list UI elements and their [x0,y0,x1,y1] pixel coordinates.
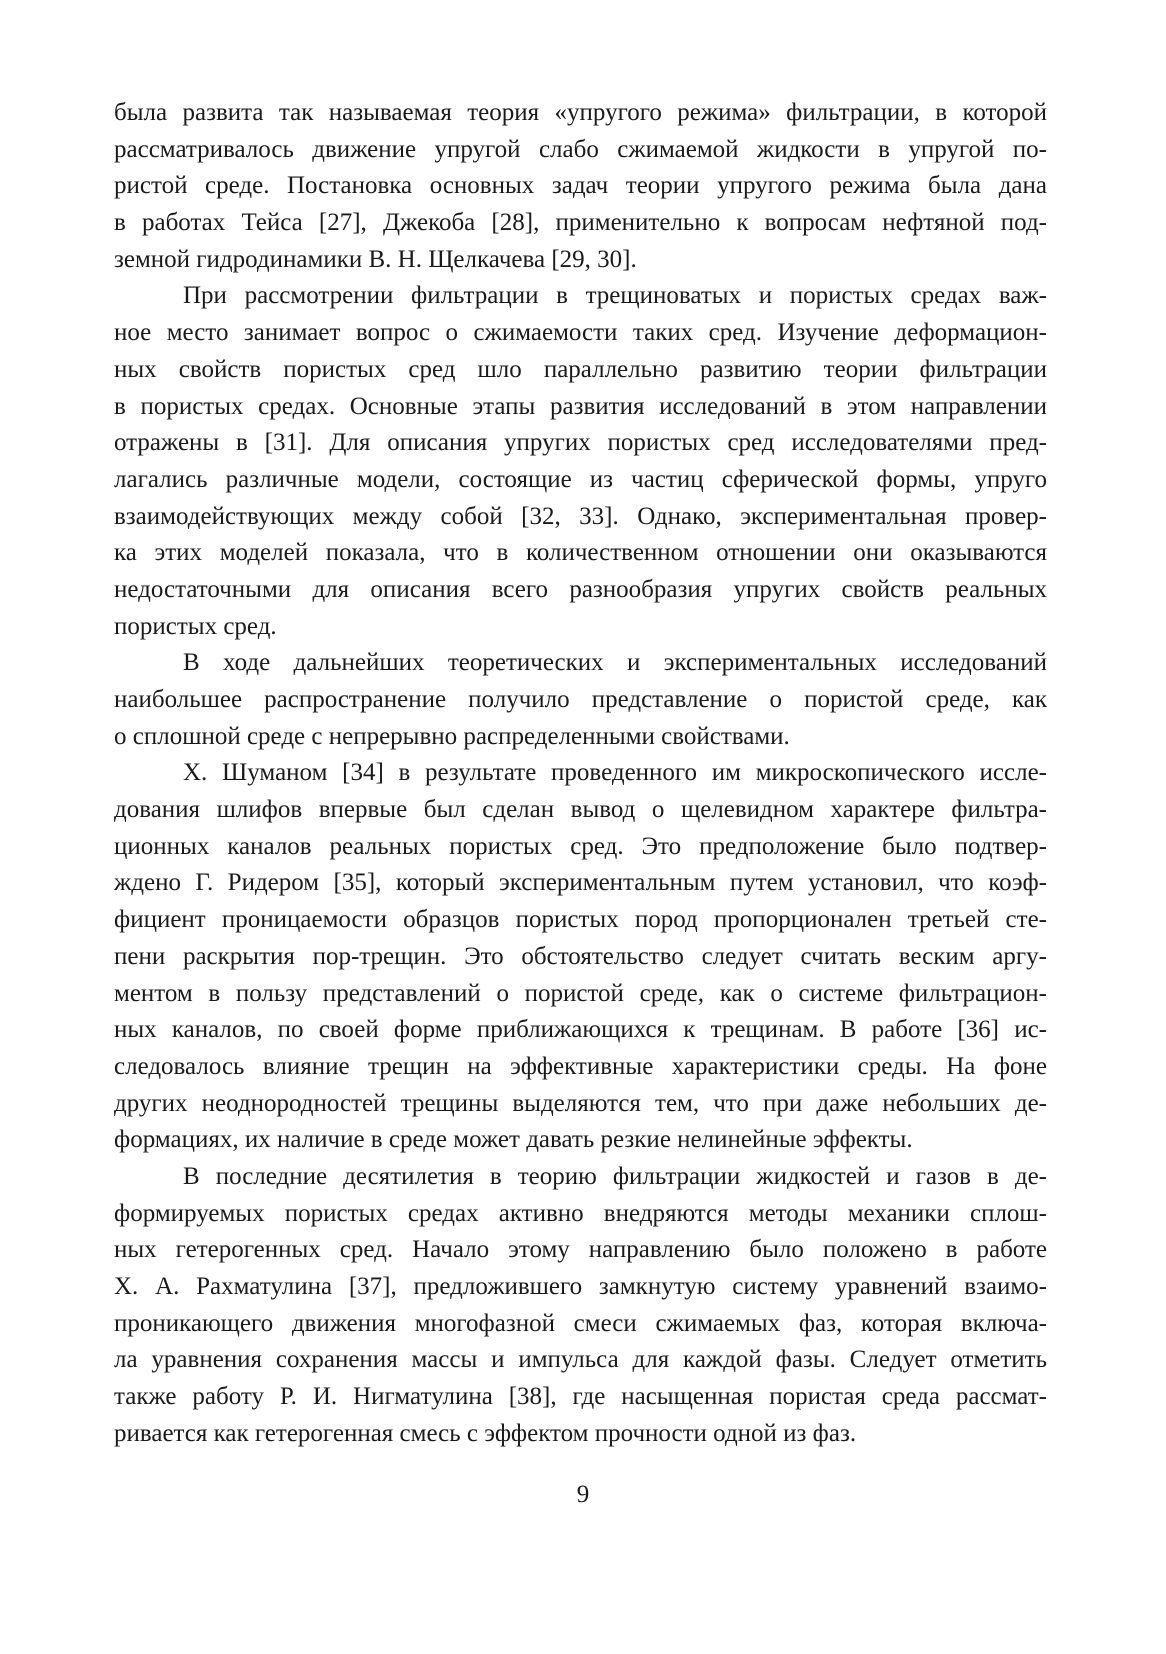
text-line: дования шлифов впервые был сделан вывод о щелевидном характере фильтра- [114,796,1047,824]
page-number: 9 [576,1481,590,1508]
text-line: отражены в [31]. Для описания упругих пористых сред исследователями пред- [114,429,1047,457]
text-line: ждено Г. Ридером [35], который экспериментальным путем установил, что коэф- [114,869,1047,897]
text-line: ное место занимает вопрос о сжимаемости таких сред. Изучение деформацион- [114,319,1047,347]
text-line: других неоднородностей трещины выделяются тем, что при даже небольших де- [114,1089,1047,1117]
text-line: ментом в пользу представлений о пористой среде, как о системе фильтрацион- [114,979,1047,1007]
text-line: также работу Р. И. Нигматулина [38], где насыщенная пористая среда рассмат- [114,1383,1047,1411]
paragraph-1 [114,95,1047,278]
text-line: ла уравнения сохранения массы и импульса для каждой фазы. Следует отметить [114,1346,1047,1374]
text-line: формируемых пористых средах активно внедряются методы механики сплош- [114,1199,1047,1227]
text-line: пени раскрытия пор-трещин. Это обстоятельство следует считать веским аргу- [114,942,1047,970]
text-line: взаимодействующих между собой [32, 33]. Однако, экспериментальная провер- [114,502,1047,530]
text-line: рассматривалось движение упругой слабо сжимаемой жидкости в упругой по- [114,135,1047,163]
text-line: наибольшее распространение получило представление о пористой среде, как [114,686,1047,713]
paragraph-3 [114,645,1047,755]
text-line: ка этих моделей показала, что в количественном отношении они оказываются [114,539,1047,567]
text-line: В последние десятилетия в теорию фильтрации жидкостей и газов в де- [183,1162,1047,1190]
text-line: лагались различные модели, состоящие из частиц сферической формы, упруго [114,465,1047,493]
text-line: следовалось влияние трещин на эффективные характеристики среды. На фоне [114,1052,1047,1080]
text-line: проникающего движения многофазной смеси сжимаемых фаз, которая включа- [114,1309,1047,1337]
paragraph-4 [114,755,1047,1159]
text-line: в пористых средах. Основные этапы развития исследований в этом направлении [114,392,1047,420]
text-line: ных каналов, по своей форме приближающихся к трещинам. В работе [36] ис- [114,1016,1047,1044]
text-line: Х. А. Рахматулина [37], предложившего замкнутую систему уравнений взаимо- [114,1273,1047,1300]
text-line: пористых сред. [114,612,277,640]
body-text [114,95,1047,1452]
text-line: была развита так называемая теория «упругого режима» фильтрации, в которой [114,99,1047,126]
text-line: В ходе дальнейших теоретических и экспериментальных исследований [183,649,1047,677]
text-line: ных гетерогенных сред. Начало этому направлению было положено в работе [114,1236,1047,1264]
text-line: земной гидродинамики В. Н. Щелкачева [29, 30]. [114,245,637,273]
text-line: формациях, их наличие в среде может давать резкие нелинейные эффекты. [114,1126,913,1154]
text-line: фициент проницаемости образцов пористых пород пропорционален третьей сте- [114,906,1047,934]
paragraph-2 [114,278,1047,645]
text-line: в работах Тейса [27], Джекоба [28], применительно к вопросам нефтяной под- [114,209,1047,237]
text-line: ристой среде. Постановка основных задач теории упругого режима была дана [114,172,1047,200]
text-line: Х. Шуманом [34] в результате проведенного им микроскопического иссле- [183,759,1047,787]
text-line: недостаточными для описания всего разнообразия упругих свойств реальных [114,575,1047,603]
text-line: ционных каналов реальных пористых сред. Это предположение было подтвер- [114,832,1047,860]
text-line: ривается как гетерогенная смесь с эффектом прочности одной из фаз. [114,1419,857,1447]
text-line: ных свойств пористых сред шло параллельно развитию теории фильтрации [114,355,1047,383]
text-line: о сплошной среде с непрерывно распределенными свойствами. [114,722,790,750]
text-line: При рассмотрении фильтрации в трещиноватых и пористых средах важ- [183,282,1047,310]
paragraph-5 [114,1159,1047,1453]
